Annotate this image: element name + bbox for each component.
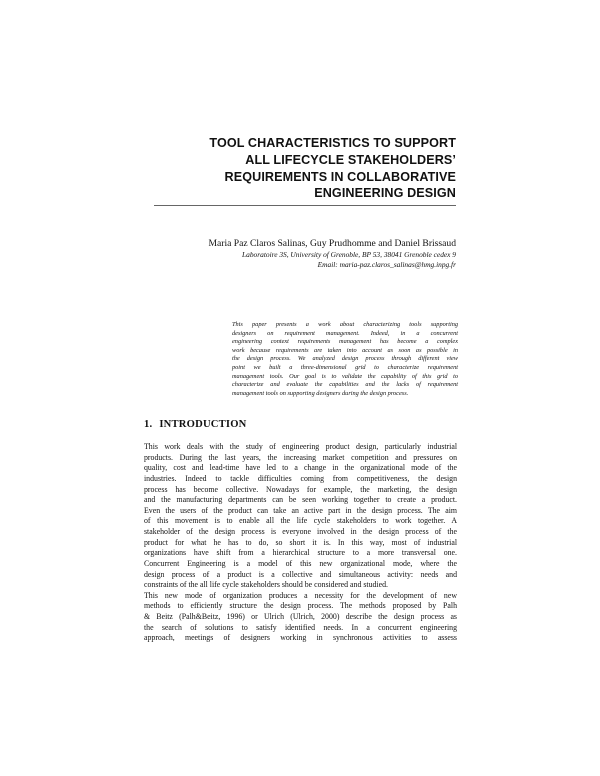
body-line: product for what he has to do, so short it is. In this way, most of industrial bbox=[144, 537, 457, 547]
body-line: Even the users of the product can take an active part in the design process. The aim bbox=[144, 505, 457, 515]
abstract bbox=[232, 321, 458, 398]
section-number: 1. bbox=[144, 419, 153, 430]
section-heading bbox=[144, 418, 247, 431]
abstract-line: This paper presents a work about characterizing tools supporting bbox=[232, 321, 458, 328]
title-line: TOOL CHARACTERISTICS TO SUPPORT bbox=[209, 136, 456, 150]
body-line: stakeholder of the design process is everyone involved in the design process of the bbox=[144, 527, 457, 536]
body-line: industries. Indeed to tackle difficulties coming from competitiveness, the design bbox=[144, 473, 457, 483]
body-line: This new mode of organization produces a necessity for the development of new bbox=[144, 590, 457, 600]
abstract-line: characterize and evaluate the capabilities and the lacks of requirement bbox=[232, 381, 458, 389]
abstract-line: management tools on supporting designers during the design process. bbox=[232, 389, 409, 397]
body-line: products. During the last years, the increasing market competition and pressures on bbox=[144, 452, 457, 462]
abstract-line: engineering context requirements management has become a complex bbox=[232, 338, 458, 346]
author-email: Email: maria-paz.claros_salinas@hmg.inpg.fr bbox=[317, 260, 456, 269]
section-title: INTRODUCTION bbox=[159, 419, 247, 430]
abstract-line: designers on requirement management. Indeed, in a concurrent bbox=[232, 329, 458, 337]
body-line: This work deals with the study of engineering product design, particularly industrial bbox=[144, 442, 457, 451]
title-line: REQUIREMENTS IN COLLABORATIVE bbox=[224, 169, 456, 184]
body-line: organizations have shift from a hierarchical structure to a more transversal one. bbox=[144, 548, 457, 558]
body-line: approach, meetings of designers working in synchronous activities to assess bbox=[144, 633, 457, 643]
body-line: & Beitz (Palh&Beitz, 1996) or Ulrich (Ulrich, 2000) describe the design process as bbox=[144, 612, 457, 621]
title-line: ALL LIFECYCLE STAKEHOLDERS’ bbox=[245, 152, 456, 167]
affiliation-block bbox=[96, 250, 456, 270]
abstract-line: point we built a three-dimensional grid to characterize requirement bbox=[232, 363, 458, 371]
abstract-line: work because requirements are taken into account as soon as possible in bbox=[232, 346, 458, 354]
abstract-line: the design process. We analyzed design process through different view bbox=[232, 355, 458, 363]
paper-title bbox=[136, 135, 456, 202]
body-line: Concurrent Engineering is a model of this new organizational mode, where the bbox=[144, 558, 457, 568]
body-line: quality, cost and lead-time have led to a change in the organizational mode of the bbox=[144, 463, 457, 473]
body-text bbox=[144, 442, 457, 644]
body-line: process has become collective. Nowadays for example, the marketing, the design bbox=[144, 484, 457, 494]
body-line: the search of solutions to satisfy identified needs. In a concurrent engineering bbox=[144, 622, 457, 632]
author-list: Maria Paz Claros Salinas, Guy Prudhomme and Daniel Brissaud bbox=[208, 238, 456, 249]
body-line: methods to efficiently structure the design process. The methods proposed by Palh bbox=[144, 601, 457, 611]
body-line: constraints of the all life cycle stakeholders should be considered and studied. bbox=[144, 580, 388, 590]
title-divider bbox=[154, 205, 456, 206]
affiliation: Laboratoire 3S, University of Grenoble, BP 53, 38041 Grenoble cedex 9 bbox=[242, 250, 456, 259]
body-line: design process of a product is a collective and simultaneous activity: needs and bbox=[144, 569, 457, 579]
body-line: and the manufacturing departments can be seen working together to create a product. bbox=[144, 495, 457, 505]
body-line: of this movement is to enable all the life cycle stakeholders to work together. A bbox=[144, 516, 457, 526]
title-line: ENGINEERING DESIGN bbox=[314, 186, 456, 201]
abstract-line: management tools. Our goal is to validate the capability of this grid to bbox=[232, 372, 458, 380]
